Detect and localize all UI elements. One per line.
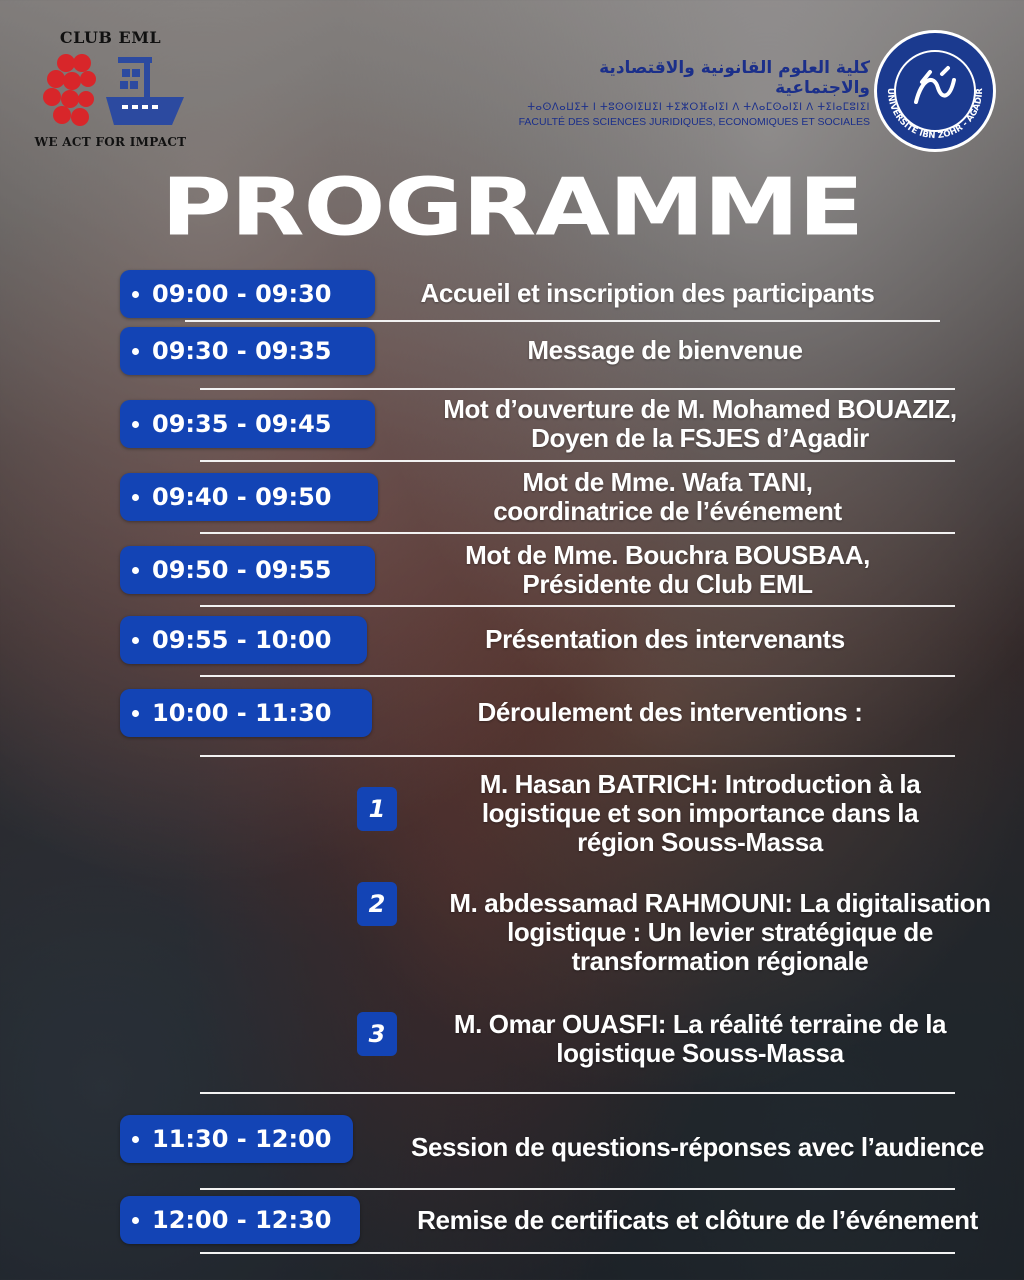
schedule-item <box>400 395 1000 453</box>
schedule-item-line: Message de bienvenue <box>527 335 803 365</box>
club-emblem-icon <box>36 51 186 133</box>
intervention-line: logistique Souss-Massa <box>556 1038 844 1068</box>
time-pill: 09:35 - 09:45 <box>120 400 375 448</box>
divider <box>200 755 955 757</box>
intervention-line: logistique : Un levier stratégique de <box>507 917 933 947</box>
schedule-item-line: Doyen de la FSJES d’Agadir <box>531 423 869 453</box>
intervention-number-badge: 1 <box>357 787 397 831</box>
intervention-item <box>420 770 980 857</box>
schedule-item <box>390 625 940 654</box>
university-seal-icon <box>872 28 998 154</box>
intervention-line: M. abdessamad RAHMOUNI: La digitalisation <box>449 888 991 918</box>
intervention-line: M. Omar OUASFI: La réalité terraine de la <box>453 1009 947 1039</box>
club-tagline: WE ACT FOR IMPACT <box>34 135 187 149</box>
divider <box>185 320 940 322</box>
time-pill: 09:50 - 09:55 <box>120 546 375 594</box>
divider <box>200 1188 955 1190</box>
schedule-item <box>390 698 950 727</box>
schedule-item-line: Session de questions-réponses avec l’audience <box>411 1132 984 1162</box>
schedule-item-line: Mot de Mme. Bouchra BOUSBAA, <box>465 540 870 570</box>
time-pill: 10:00 - 11:30 <box>120 689 372 737</box>
schedule-item <box>390 1206 1005 1235</box>
intervention-line: région Souss-Massa <box>577 827 823 857</box>
university-seal-text: UNIVERSITÉ IBN ZOHR - AGADIR <box>884 87 986 142</box>
page-title: PROGRAMME <box>161 162 863 254</box>
time-pill: 09:40 - 09:50 <box>120 473 378 521</box>
time-pill: 09:00 - 09:30 <box>120 270 375 318</box>
schedule-item-line: Présidente du Club EML <box>522 569 813 599</box>
intervention-line: M. Hasan BATRICH: Introduction à la <box>479 769 921 799</box>
divider <box>200 460 955 462</box>
schedule-item-line: Déroulement des interventions : <box>477 697 863 727</box>
divider <box>200 675 955 677</box>
intervention-line: logistique et son importance dans la <box>481 798 919 828</box>
time-pill: 12:00 - 12:30 <box>120 1196 360 1244</box>
intervention-item <box>420 1010 980 1068</box>
intervention-number-badge: 3 <box>357 1012 397 1056</box>
divider <box>200 388 955 390</box>
divider <box>200 605 955 607</box>
schedule-item-line: Accueil et inscription des participants <box>420 278 875 308</box>
schedule-item <box>390 336 940 365</box>
divider <box>200 532 955 534</box>
time-pill: 09:30 - 09:35 <box>120 327 375 375</box>
schedule-item <box>390 279 905 308</box>
faculty-name-tifinagh: ⵜⴰⵙⴷⴰⵡⵉⵜ ⵏ ⵜⵓⵙⵙⵏⵉⵡⵉⵏ ⵜⵉⵣⵔⴼⴰⵏⵉⵏ ⴷ ⵜⴷⴰⵎⵙⴰⵏⵉⵏ ⴷ ⵜⵉⵏⴰⵎⵓⵏⵉⵏ <box>527 102 870 113</box>
schedule-item <box>400 541 935 599</box>
schedule-item-line: coordinatrice de l’événement <box>493 496 842 526</box>
schedule-item-line: Présentation des intervenants <box>485 624 845 654</box>
divider <box>200 1252 955 1254</box>
time-pill: 11:30 - 12:00 <box>120 1115 353 1163</box>
schedule-item <box>390 1133 1005 1162</box>
faculty-name-french: FACULTÉ DES SCIENCES JURIDIQUES, ECONOMIQUES ET SOCIALES <box>518 116 870 128</box>
divider <box>200 1092 955 1094</box>
intervention-number-badge: 2 <box>357 882 397 926</box>
faculty-header <box>500 58 870 128</box>
time-pill: 09:55 - 10:00 <box>120 616 367 664</box>
intervention-line: transformation régionale <box>571 946 869 976</box>
schedule-item-line: Remise de certificats et clôture de l’événement <box>417 1205 978 1235</box>
schedule-item-line: Mot d’ouverture de M. Mohamed BOUAZIZ, <box>443 394 957 424</box>
intervention-item <box>420 889 1020 976</box>
faculty-name-arabic: كلية العلوم القانونية والاقتصادية والاجتماعية <box>599 58 870 98</box>
schedule-item-line: Mot de Mme. Wafa TANI, <box>522 467 813 497</box>
club-name: CLUB EML <box>59 28 162 47</box>
schedule-item <box>400 468 935 526</box>
club-eml-logo <box>28 28 193 149</box>
